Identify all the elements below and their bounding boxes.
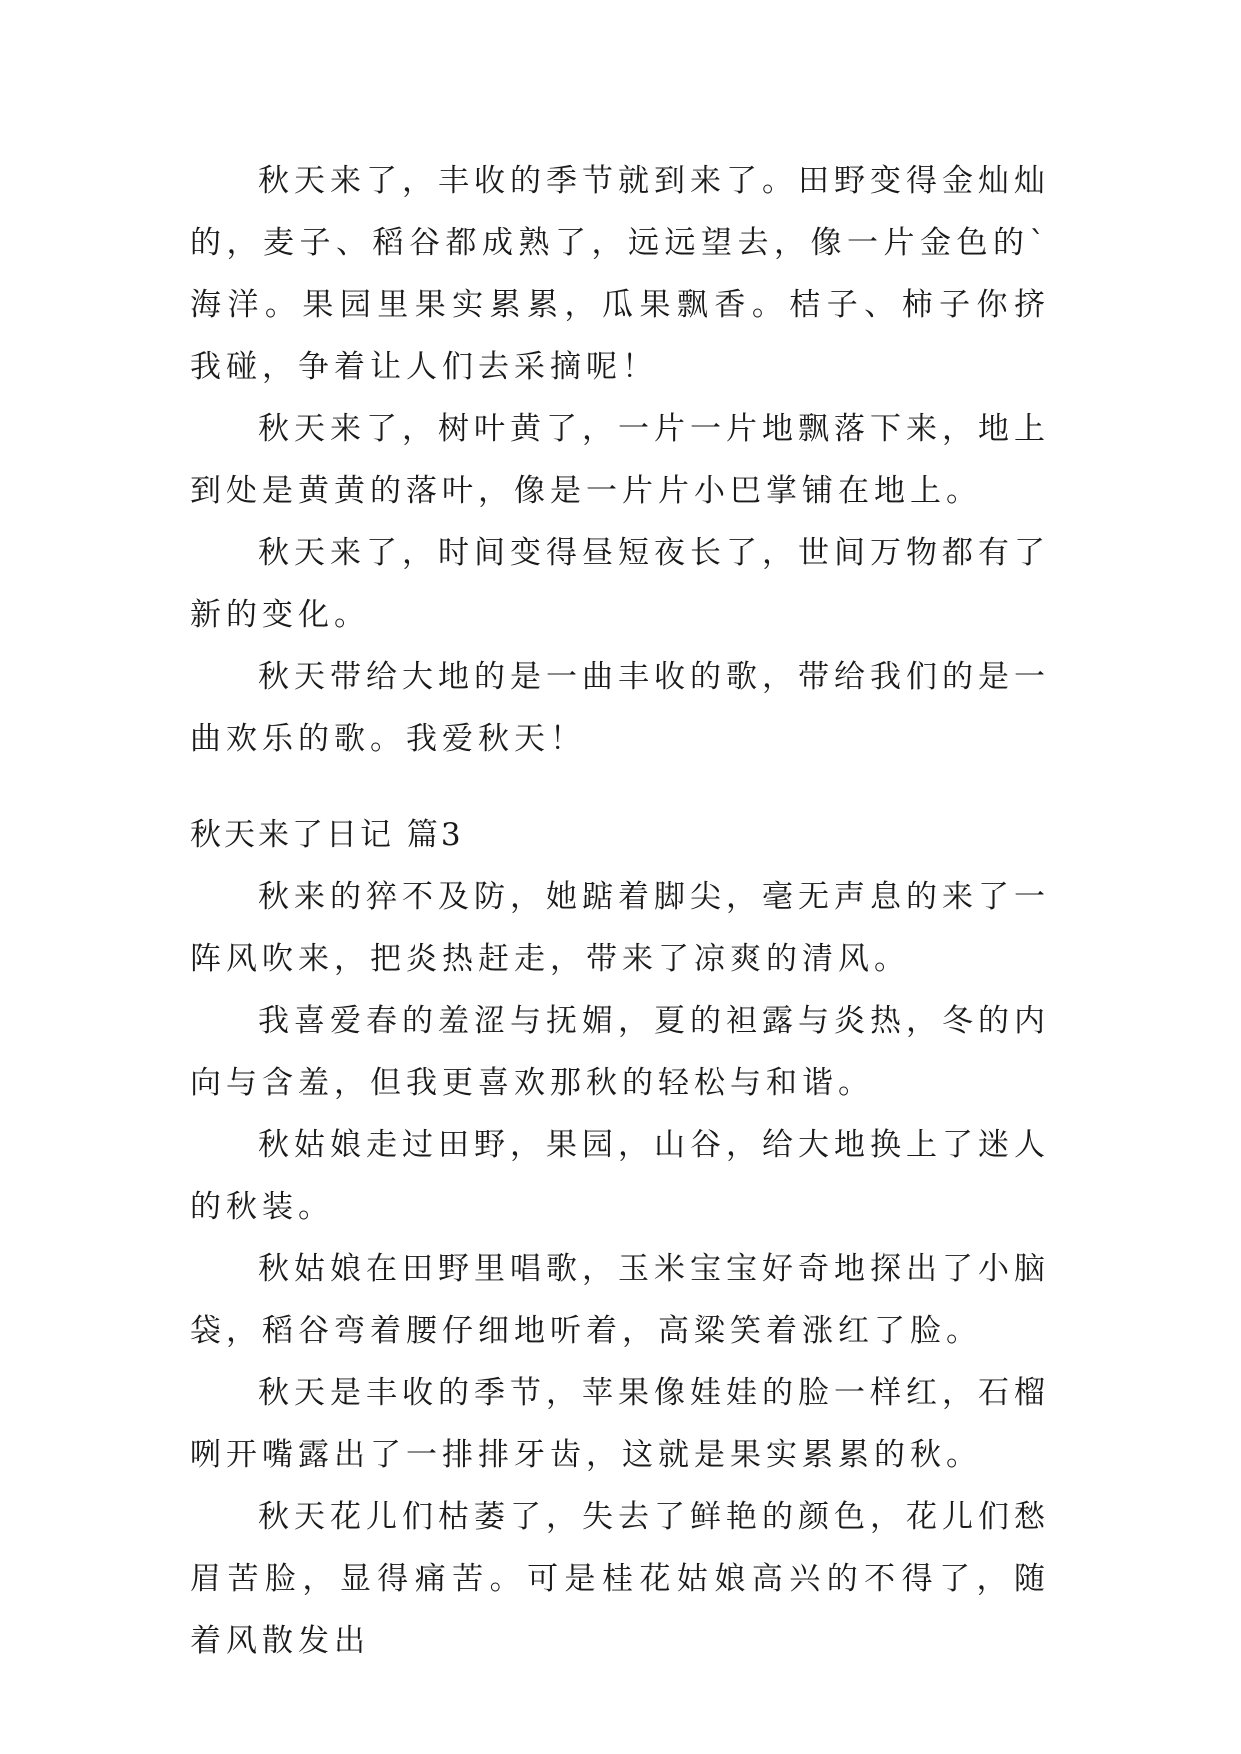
paragraph-short-days: 秋天来了，时间变得昼短夜长了，世间万物都有了新的变化。: [190, 535, 1050, 633]
paragraph-harvest: 秋天来了，丰收的季节就到来了。田野变得金灿灿的，麦子、稻谷都成熟了，远远望去，像一片金色的`海洋。果园里果实累累，瓜果飘香。桔子、柿子你挤我碰，争着让人们去采摘呢！: [190, 163, 1050, 385]
section-heading: 秋天来了日记 篇3: [190, 817, 464, 853]
paragraph-seasons: 我喜爱春的羞涩与抚媚，夏的袒露与炎热，冬的内向与含羞，但我更喜欢那秋的轻松与和谐。: [190, 1003, 1050, 1101]
paragraph-autumn-song: 秋天带给大地的是一曲丰收的歌，带给我们的是一曲欢乐的歌。我爱秋天！: [190, 659, 1050, 757]
document-page: [190, 150, 1050, 1672]
paragraph-harvest-season: 秋天是丰收的季节，苹果像娃娃的脸一样红，石榴咧开嘴露出了一排排牙齿，这就是果实累累的秋。: [190, 1375, 1050, 1473]
paragraph-autumn-girl: 秋姑娘走过田野，果园，山谷，给大地换上了迷人的秋装。: [190, 1127, 1050, 1225]
paragraph-flowers: 秋天花儿们枯萎了，失去了鲜艳的颜色，花儿们愁眉苦脸，显得痛苦。可是桂花姑娘高兴的不得了，随着风散发出: [190, 1499, 1050, 1659]
paragraph-singing: 秋姑娘在田野里唱歌，玉米宝宝好奇地探出了小脑袋，稻谷弯着腰仔细地听着，高粱笑着涨红了脸。: [190, 1251, 1050, 1349]
paragraph-leaves: 秋天来了，树叶黄了，一片一片地飘落下来，地上到处是黄黄的落叶，像是一片片小巴掌铺在地上。: [190, 411, 1050, 509]
paragraph-autumn-arrives: 秋来的猝不及防，她踮着脚尖，毫无声息的来了一阵风吹来，把炎热赶走，带来了凉爽的清风。: [190, 879, 1050, 977]
